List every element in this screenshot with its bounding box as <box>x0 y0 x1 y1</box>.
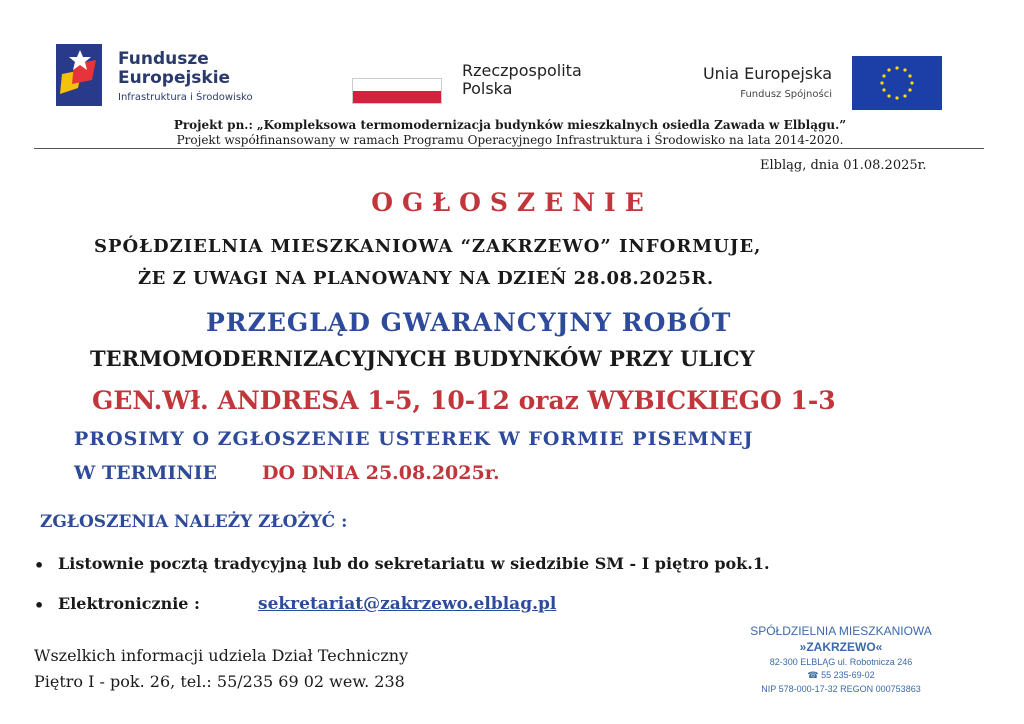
notice-line-6: PROSIMY O ZGŁOSZENIE USTEREK W FORMIE PISEMNEJ <box>74 428 754 450</box>
stamp-line-5: NIP 578-000-17-32 REGON 000753863 <box>761 684 921 694</box>
notice-heading: OGŁOSZENIE <box>371 188 653 217</box>
polish-flag <box>352 78 442 104</box>
pl-title-1: Rzeczpospolita <box>462 61 582 80</box>
rzeczpospolita-text <box>462 62 582 98</box>
project-prefix: Projekt pn.: <box>173 118 253 132</box>
notice-line-3: PRZEGLĄD GWARANCYJNY ROBÓT <box>206 308 732 337</box>
notice-line-1: SPÓŁDZIELNIA MIESZKANIOWA “ZAKRZEWO” INFORMUJE, <box>94 236 762 257</box>
fe-title-2: Europejskie <box>118 68 231 88</box>
notice-line-2: ŻE Z UWAGI NA PLANOWANY NA DZIEŃ 28.08.2025R. <box>138 268 714 289</box>
document-date: Elbląg, dnia 01.08.2025r. <box>760 158 927 173</box>
stamp-line-3: 82-300 ELBLĄG ul. Robotnicza 246 <box>769 657 913 667</box>
method-item-1: Listownie pocztą tradycyjną lub do sekretariatu w siedzibie SM - I piętro pok.1. <box>58 554 770 573</box>
stamp-line-4: ☎ 55 235-69-02 <box>807 670 875 680</box>
fe-subtitle: Infrastruktura i Środowisko <box>118 92 253 103</box>
eu-flag <box>852 56 942 110</box>
fe-title-1: Fundusze <box>118 49 209 69</box>
notice-line-4: TERMOMODERNIZACYJNYCH BUDYNKÓW PRZY ULICY <box>90 346 755 371</box>
info-line-1: Wszelkich informacji udziela Dział Techniczny <box>34 646 409 665</box>
eu-subtitle: Fundusz Spójności <box>740 89 832 100</box>
notice-line-7a: W TERMINIE <box>74 462 218 484</box>
fundusze-europejskie-logo <box>56 44 102 106</box>
notice-line-7b: DO DNIA 25.08.2025r. <box>262 462 500 484</box>
method-item-2-label: Elektronicznie : <box>58 594 200 613</box>
info-line-2: Piętro I - pok. 26, tel.: 55/235 69 02 wew. 238 <box>34 672 405 691</box>
bullet-1: • <box>34 556 45 575</box>
project-name: „Kompleksowa termomodernizacja budynków mieszkalnych osiedla Zawada w Elblągu.” <box>256 118 847 132</box>
header-divider <box>34 148 984 149</box>
fundusze-europejskie-text <box>118 50 253 103</box>
project-cofinanced: Projekt współfinansowany w ramach Programu Operacyjnego Infrastruktura i Środowisko na lata 2014-2020. <box>176 133 844 147</box>
stamp-line-1: SPÓŁDZIELNIA MIESZKANIOWA <box>750 624 932 638</box>
eu-title: Unia Europejska <box>702 64 832 83</box>
stamp-line-2: »ZAKRZEWO« <box>799 640 883 654</box>
project-description <box>120 118 900 148</box>
notice-line-8: ZGŁOSZENIA NALEŻY ZŁOŻYĆ : <box>40 512 348 532</box>
pl-title-2: Polska <box>462 79 513 98</box>
email-link[interactable]: sekretariat@zakrzewo.elblag.pl <box>258 594 557 614</box>
notice-line-5: GEN.Wł. ANDRESA 1-5, 10-12 oraz WYBICKIEGO 1-3 <box>92 386 836 415</box>
bullet-2: • <box>34 596 45 615</box>
cooperative-stamp <box>738 624 944 694</box>
eu-text <box>672 64 832 100</box>
